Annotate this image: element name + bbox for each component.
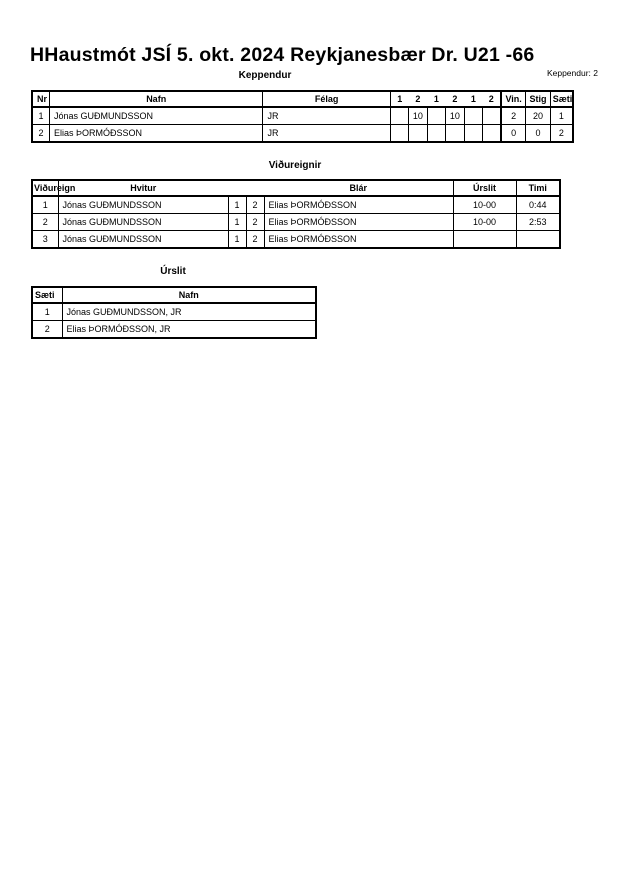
col-place: Sæti (32, 287, 62, 303)
cell-nr: 2 (32, 125, 49, 143)
col-result: Úrslit (453, 180, 516, 196)
cell-name: Elias ÞORMÓÐSSON, JR (62, 321, 316, 339)
col-place: Sæti (550, 91, 573, 107)
col-round: 1 (427, 91, 445, 107)
col-round: 2 (409, 91, 427, 107)
cell-score (427, 125, 445, 143)
cell-place: 1 (32, 303, 62, 321)
cell-score (464, 125, 482, 143)
col-club: Félag (263, 91, 390, 107)
col-points: Stig (526, 91, 551, 107)
table-row (32, 321, 316, 339)
matches-table (31, 179, 561, 249)
competitors-table (31, 90, 574, 143)
cell-result: 10-00 (453, 196, 516, 214)
table-row (32, 303, 316, 321)
col-blue-score (246, 180, 264, 196)
cell-score (409, 125, 427, 143)
table-row (32, 214, 560, 231)
col-match: Viðureign (32, 180, 58, 196)
cell-score (390, 125, 408, 143)
participants-count: Keppendur: 2 (546, 68, 598, 78)
cell-name: Jónas GUÐMUNDSSON (49, 107, 263, 125)
cell-white: Jónas GUÐMUNDSSON (58, 214, 228, 231)
cell-name: Jónas GUÐMUNDSSON, JR (62, 303, 316, 321)
col-round: 2 (483, 91, 501, 107)
results-table (31, 286, 317, 339)
cell-points: 20 (526, 107, 551, 125)
cell-white-score: 1 (228, 196, 246, 214)
cell-name: Elias ÞORMÓÐSSON (49, 125, 263, 143)
competitors-header-row (32, 91, 573, 107)
cell-score (483, 107, 501, 125)
cell-place: 2 (550, 125, 573, 143)
cell-time (516, 231, 560, 249)
cell-score (446, 125, 464, 143)
table-row (32, 125, 573, 143)
cell-white-score: 1 (228, 231, 246, 249)
page-title: HHaustmót JSÍ 5. okt. 2024 Reykjanesbær Dr. U21 -66 (30, 44, 535, 66)
col-round: 2 (446, 91, 464, 107)
matches-header-row (32, 180, 560, 196)
table-row (32, 196, 560, 214)
cell-blue: Elias ÞORMÓÐSSON (264, 231, 453, 249)
col-white: Hvitur (58, 180, 228, 196)
cell-match-no: 2 (32, 214, 58, 231)
cell-score (390, 107, 408, 125)
table-row (32, 231, 560, 249)
cell-place: 2 (32, 321, 62, 339)
col-blue: Blár (264, 180, 453, 196)
col-round: 1 (390, 91, 408, 107)
cell-blue: Elias ÞORMÓÐSSON (264, 196, 453, 214)
col-wins: Vin. (501, 91, 526, 107)
cell-wins: 0 (501, 125, 526, 143)
cell-score (483, 125, 501, 143)
col-time: Timi (516, 180, 560, 196)
col-round: 1 (464, 91, 482, 107)
cell-score: 10 (446, 107, 464, 125)
col-name: Nafn (49, 91, 263, 107)
cell-blue-score: 2 (246, 196, 264, 214)
col-name: Nafn (62, 287, 316, 303)
col-white-score (228, 180, 246, 196)
table-row (32, 107, 573, 125)
cell-nr: 1 (32, 107, 49, 125)
cell-wins: 2 (501, 107, 526, 125)
cell-club: JR (263, 125, 390, 143)
cell-score: 10 (409, 107, 427, 125)
cell-match-no: 1 (32, 196, 58, 214)
cell-result: 10-00 (453, 214, 516, 231)
cell-result (453, 231, 516, 249)
cell-blue: Elias ÞORMÓÐSSON (264, 214, 453, 231)
competitors-heading: Keppendur (238, 70, 292, 81)
cell-match-no: 3 (32, 231, 58, 249)
cell-time: 2:53 (516, 214, 560, 231)
col-nr: Nr (32, 91, 49, 107)
cell-white-score: 1 (228, 214, 246, 231)
cell-club: JR (263, 107, 390, 125)
cell-white: Jónas GUÐMUNDSSON (58, 196, 228, 214)
cell-score (427, 107, 445, 125)
cell-time: 0:44 (516, 196, 560, 214)
cell-blue-score: 2 (246, 231, 264, 249)
cell-white: Jónas GUÐMUNDSSON (58, 231, 228, 249)
cell-score (464, 107, 482, 125)
results-header-row (32, 287, 316, 303)
results-heading: Úrslit (160, 266, 186, 277)
cell-blue-score: 2 (246, 214, 264, 231)
cell-points: 0 (526, 125, 551, 143)
matches-heading: Viðureignir (268, 160, 322, 171)
cell-place: 1 (550, 107, 573, 125)
